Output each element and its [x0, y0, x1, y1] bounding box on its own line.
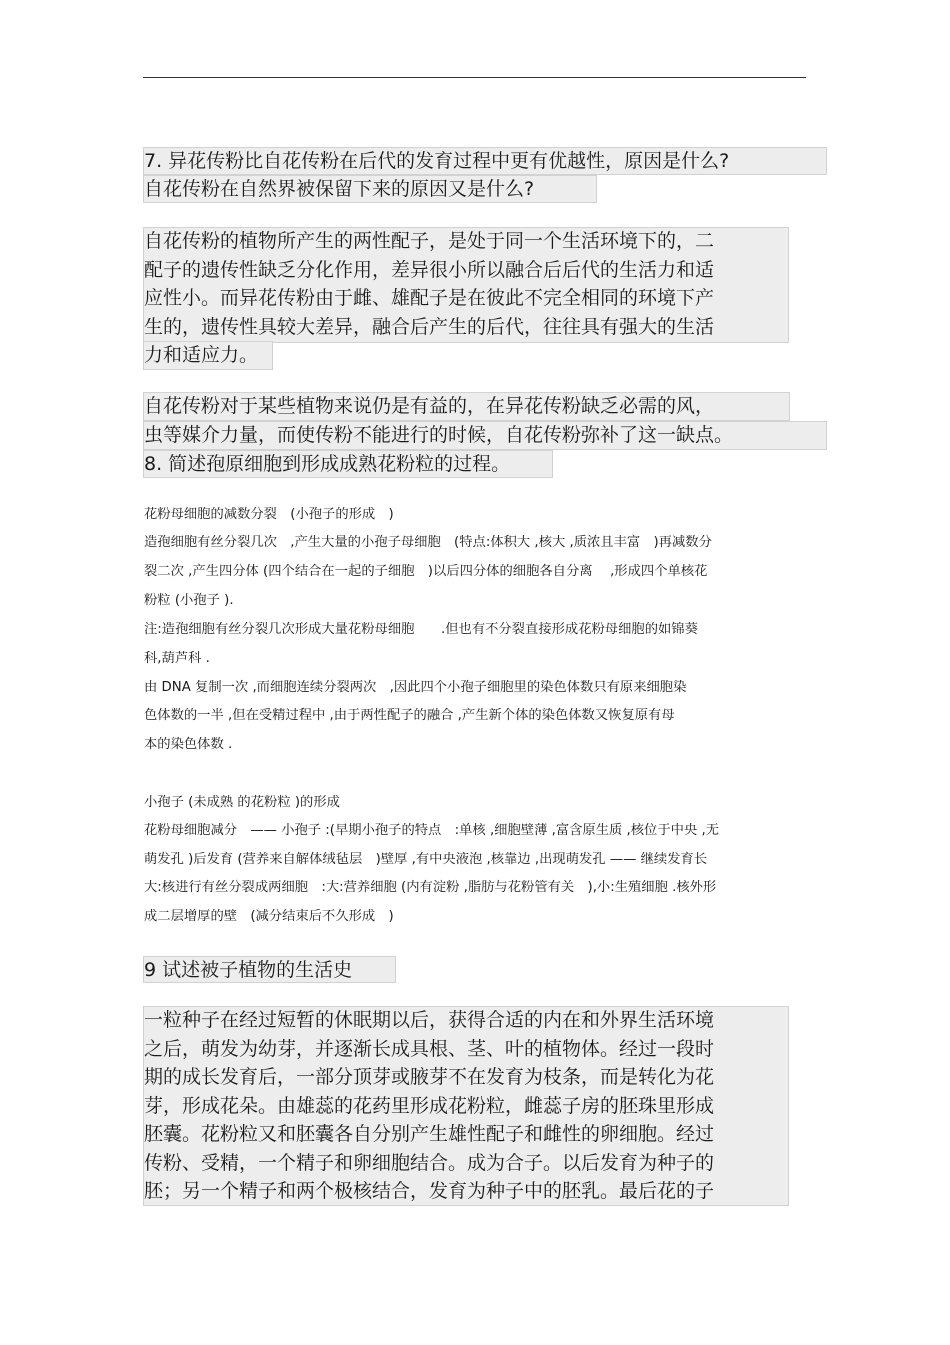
q9-answer-line-1: 一粒种子在经过短暂的休眠期以后，获得合适的内在和外界生活环境	[144, 1009, 715, 1031]
q9-answer-line-2: 之后，萌发为幼芽，并逐渐长成具根、茎、叶的植物体。经过一段时	[144, 1038, 715, 1060]
q9-answer-line-7: 胚；另一个精子和两个极核结合，发育为种子中的胚乳。最后花的子	[144, 1180, 715, 1202]
q8-block1-line-4: 粉粒 (小孢子 ).	[144, 593, 234, 608]
q7-answer1-line-5: 力和适应力。	[144, 344, 259, 366]
q7-question-line-1: 7. 异花传粉比自花传粉在后代的发育过程中更有优越性，原因是什么?	[144, 150, 730, 172]
q9-answer-line-3: 期的成长发育后，一部分顶芽或腋芽不在发育为枝条，而是转化为花	[144, 1066, 715, 1088]
q7-answer2-line-2: 虫等媒介力量，而使传粉不能进行的时候，自花传粉弥补了这一缺点。	[144, 424, 734, 446]
q8-block1-line-2: 造孢细胞有丝分裂几次 ,产生大量的小孢子母细胞 (特点:体积大 ,核大 ,质浓且丰富 )再减数分	[144, 535, 712, 550]
q8-block2-line-1: 小孢子 (未成熟 的花粉粒 )的形成	[144, 795, 340, 810]
q7-answer1-line-1: 自花传粉的植物所产生的两性配子，是处于同一个生活环境下的，二	[144, 230, 715, 252]
q9-answer-line-6: 传粉、受精，一个精子和卵细胞结合。成为合子。以后发育为种子的	[144, 1152, 715, 1174]
q7-answer1-line-4: 生的，遗传性具较大差异，融合后产生的后代，往往具有强大的生活	[144, 316, 715, 338]
q8-block1-line-8: 色体数的一半 ,但在受精过程中 ,由于两性配子的融合 ,产生新个体的染色体数又恢复原有母	[144, 708, 675, 723]
q7-answer1-line-2: 配子的遗传性缺乏分化作用，差异很小所以融合后后代的生活力和适	[144, 259, 715, 281]
q8-block1-line-1: 花粉母细胞的减数分裂 (小孢子的形成 )	[144, 507, 394, 522]
q8-block1-line-6: 科,葫芦科 .	[144, 651, 210, 666]
q8-question: 8. 简述孢原细胞到形成成熟花粉粒的过程。	[144, 453, 511, 475]
q8-block1-line-3: 裂二次 ,产生四分体 (四个结合在一起的子细胞 )以后四分体的细胞各自分离 ,形成四个单核花	[144, 564, 708, 579]
q8-block1-line-9: 本的染色体数 .	[144, 737, 233, 752]
q8-block2-line-4: 大:核进行有丝分裂成两细胞 :大:营养细胞 (内有淀粉 ,脂肪与花粉管有关 ),小:生殖细胞 .核外形	[144, 880, 717, 895]
q8-block1-line-5: 注:造孢细胞有丝分裂几次形成大量花粉母细胞 .但也有不分裂直接形成花粉母细胞的如锦葵	[144, 622, 698, 637]
header-rule	[143, 77, 806, 78]
q9-answer-line-4: 芽，形成花朵。由雄蕊的花药里形成花粉粒，雌蕊子房的胚珠里形成	[144, 1095, 715, 1117]
q8-block2-line-2: 花粉母细胞减分 —— 小孢子 :(早期小孢子的特点 :单核 ,细胞壁薄 ,富含原生质 ,核位于中央 ,无	[144, 823, 719, 838]
q9-answer-line-5: 胚囊。花粉粒又和胚囊各自分别产生雄性配子和雌性的卵细胞。经过	[144, 1123, 715, 1145]
q9-question: 9 试述被子植物的生活史	[144, 959, 353, 981]
q7-answer1-line-3: 应性小。而异花传粉由于雌、雄配子是在彼此不完全相同的环境下产	[144, 287, 715, 309]
q7-answer2-line-1: 自花传粉对于某些植物来说仍是有益的，在异花传粉缺乏必需的风，	[144, 395, 715, 417]
q7-question-line-2: 自花传粉在自然界被保留下来的原因又是什么?	[144, 178, 535, 200]
q8-block2-line-3: 萌发孔 )后发育 (营养来自解体绒毡层 )壁厚 ,有中央液泡 ,核靠边 ,出现萌发孔 —— 继续发育长	[144, 852, 708, 867]
q8-block2-line-5: 成二层增厚的壁 (减分结束后不久形成 )	[144, 909, 394, 924]
q8-block1-line-7: 由 DNA 复制一次 ,而细胞连续分裂两次 ,因此四个小孢子细胞里的染色体数只有原来细胞染	[144, 680, 687, 695]
